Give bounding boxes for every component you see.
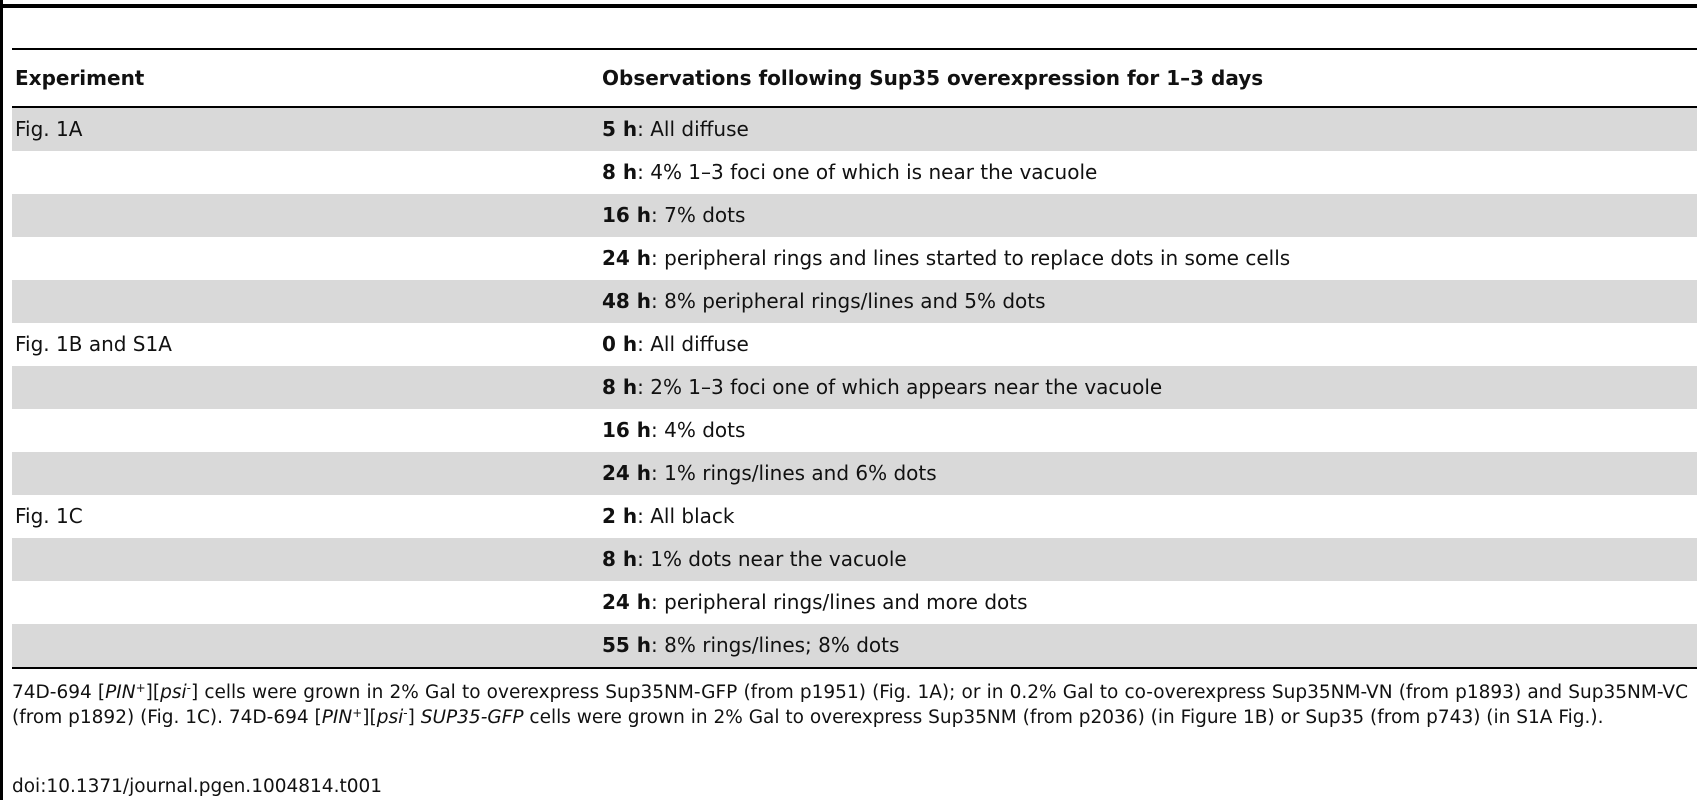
footnote-superscript: + — [135, 681, 146, 695]
header-observations: Observations following Sup35 overexpression for 1–3 days — [602, 66, 1264, 90]
footnote-superscript: + — [352, 706, 363, 720]
timepoint: 16 h — [602, 203, 652, 227]
table-row — [12, 581, 1697, 624]
timepoint: 24 h — [602, 246, 652, 270]
header-experiment: Experiment — [15, 66, 145, 90]
observation-text: : 2% 1–3 foci one of which appears near the vacuole — [637, 375, 1163, 399]
table-footnote — [12, 680, 1688, 730]
table-row — [12, 495, 1697, 538]
observation-cell — [602, 194, 745, 237]
observation-cell — [602, 366, 1162, 409]
footnote-gene: SUP35-GFP — [420, 707, 524, 728]
observation-cell — [602, 280, 1046, 323]
page-left-border — [0, 0, 3, 800]
timepoint: 0 h — [602, 332, 638, 356]
footnote-genotype: psi — [376, 707, 404, 728]
footnote-text: cells were grown in 2% Gal to overexpress Sup35NM (from p2036) (in Figure 1B) or Sup35 (from p743) (in S1A Fig.). — [523, 707, 1604, 728]
observation-cell — [602, 538, 907, 581]
experiment-cell: Fig. 1C — [15, 504, 83, 528]
observation-text: : 1% rings/lines and 6% dots — [651, 461, 937, 485]
observation-cell — [602, 323, 749, 366]
timepoint: 2 h — [602, 504, 638, 528]
observation-text: : 1% dots near the vacuole — [637, 547, 907, 571]
footnote-text: ][ — [362, 707, 377, 728]
table-bottom-rule — [12, 667, 1697, 669]
observation-text: : 4% dots — [651, 418, 746, 442]
observation-text: : peripheral rings/lines and more dots — [651, 590, 1028, 614]
observation-cell — [602, 108, 749, 151]
timepoint: 5 h — [602, 117, 638, 141]
table-body — [12, 108, 1697, 667]
observation-text: : All black — [637, 504, 735, 528]
table-header-row — [12, 50, 1697, 106]
footnote-text: 74D-694 [ — [12, 682, 106, 703]
timepoint: 16 h — [602, 418, 652, 442]
observation-text: : 4% 1–3 foci one of which is near the vacuole — [637, 160, 1098, 184]
observation-cell — [602, 581, 1028, 624]
observation-cell — [602, 452, 937, 495]
doi-link[interactable]: doi:10.1371/journal.pgen.1004814.t001 — [12, 776, 383, 797]
table-row — [12, 151, 1697, 194]
timepoint: 24 h — [602, 590, 652, 614]
footnote-text: ] — [407, 707, 421, 728]
observation-cell — [602, 237, 1290, 280]
timepoint: 8 h — [602, 375, 638, 399]
observation-cell — [602, 624, 899, 667]
timepoint: 8 h — [602, 547, 638, 571]
timepoint: 24 h — [602, 461, 652, 485]
timepoint: 48 h — [602, 289, 652, 313]
observation-text: : All diffuse — [637, 332, 749, 356]
timepoint: 8 h — [602, 160, 638, 184]
experiment-cell: Fig. 1A — [15, 117, 83, 141]
table-row — [12, 108, 1697, 151]
table-row — [12, 323, 1697, 366]
timepoint: 55 h — [602, 633, 652, 657]
observation-cell — [602, 151, 1097, 194]
table-row — [12, 366, 1697, 409]
experiment-cell: Fig. 1B and S1A — [15, 332, 172, 356]
observation-text: : peripheral rings and lines started to replace dots in some cells — [651, 246, 1291, 270]
table-row — [12, 452, 1697, 495]
observation-text: : 7% dots — [651, 203, 746, 227]
observation-text: : 8% rings/lines; 8% dots — [651, 633, 900, 657]
table-row — [12, 538, 1697, 581]
footnote-text: ][ — [145, 682, 161, 703]
table-row — [12, 280, 1697, 323]
footnote-superscript: - — [186, 681, 191, 695]
table-top-rule — [0, 4, 1697, 8]
footnote-genotype: psi — [160, 682, 187, 703]
observation-cell — [602, 409, 745, 452]
observation-text: : 8% peripheral rings/lines and 5% dots — [651, 289, 1046, 313]
table-row — [12, 624, 1697, 667]
table-row — [12, 409, 1697, 452]
footnote-genotype: PIN — [321, 707, 353, 728]
footnote-superscript: - — [403, 706, 408, 720]
observation-cell — [602, 495, 734, 538]
footnote-text: ] cells were grown in 2% Gal to overexpress Sup35NM-GFP (from p1951) (Fig. 1A); or in 0.2% Gal to co-overexpress Sup35NM-VN (from p1893) and Sup35NM-VC (from p1892) (Fig. 1C). 74D-694 [ — [12, 682, 1688, 728]
table-row — [12, 237, 1697, 280]
table-row — [12, 194, 1697, 237]
observation-text: : All diffuse — [637, 117, 749, 141]
footnote-genotype: PIN — [105, 682, 136, 703]
